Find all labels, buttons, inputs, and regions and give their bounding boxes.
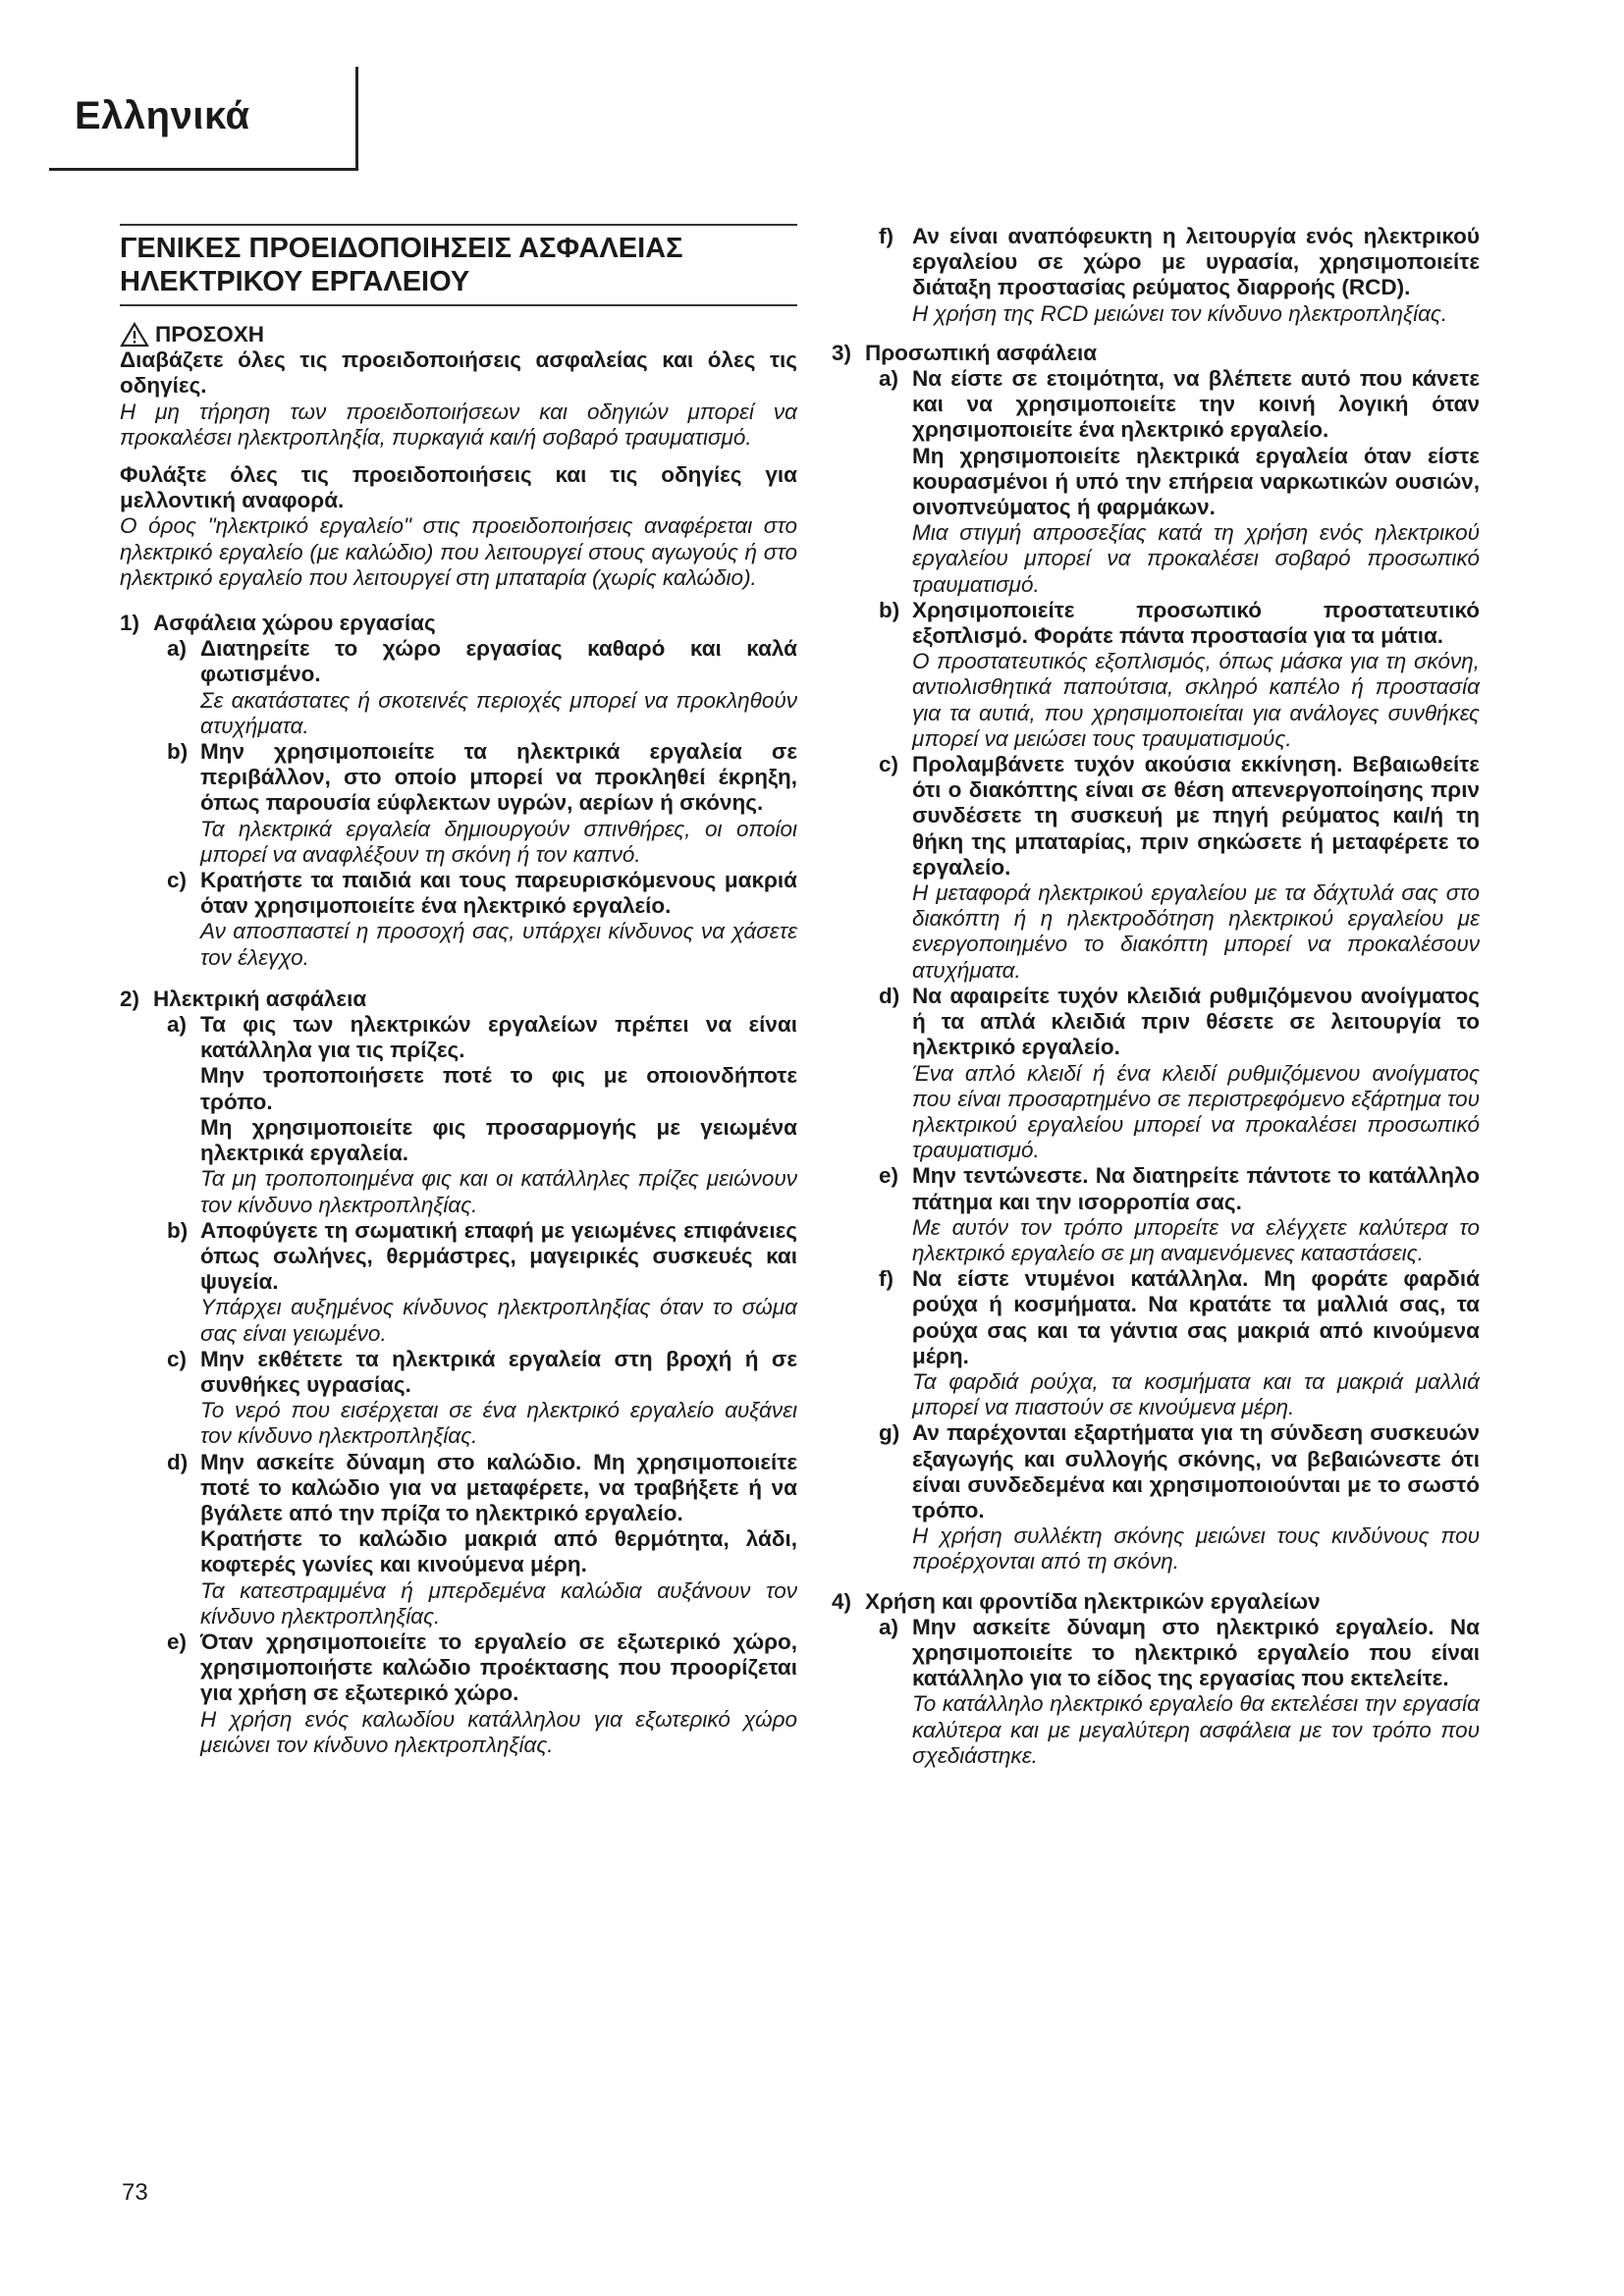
intro-read-all-note: Η μη τήρηση των προειδοποιήσεων και οδηγιών μπορεί να προκαλέσει ηλεκτροπληξία, πυρκαγιά και/ή σοβαρό τραυματισμό. (120, 399, 797, 450)
warning-icon (120, 322, 149, 347)
s2-item-d: d) Μην ασκείτε δύναμη στο καλώδιο. Μη χρησιμοποιείτε ποτέ το καλώδιο για να μεταφέρετε, να τραβήξετε ή να βγάλετε από την πρίζα το ηλεκτρικό εργαλείο. Κρατήστε το καλώδιο μακριά από θερμότητα, λάδι, κοφτερές γωνίες και κινούμενα μέρη. Τα κατεστραμμένα ή μπερδεμένα καλώδια αυξάνουν τον κίνδυνο ηλεκτροπληξίας. (167, 1449, 797, 1629)
intro-keep-note: Ο όρος "ηλεκτρικό εργαλείο" στις προειδοποιήσεις αναφέρεται στο ηλεκτρικό εργαλείο (με καλώδιο) που λειτουργεί στους αγωγούς ή στο ηλεκτρικό εργαλείο που λειτουργεί στη μπαταρία (χωρίς καλώδιο). (120, 513, 797, 590)
s3-item-a: a) Να είστε σε ετοιμότητα, να βλέπετε αυτό που κάνετε και να χρησιμοποιείτε την κοινή λογική όταν χρησιμοποιείτε ένα ηλεκτρικό εργαλείο. Μη χρησιμοποιείτε ηλεκτρικά εργαλεία όταν είστε κουρασμένοι ή υπό την επήρεια ναρκωτικών ουσιών, οινοπνεύματος ή φαρμάκων. Μια στιγμή απροσεξίας κατά τη χρήση ενός ηλεκτρικού εργαλείου μπορεί να προκαλέσει σοβαρό προσωπικό τραυματισμό. (879, 366, 1480, 597)
s2-item-b: b) Αποφύγετε τη σωματική επαφή με γειωμένες επιφάνειες όπως σωλήνες, θερμάστρες, μαγειρικές συσκευές και ψυγεία. Υπάρχει αυξημένος κίνδυνος ηλεκτροπληξίας όταν το σώμα σας είναι γειωμένο. (167, 1217, 797, 1346)
s4-item-a: a) Μην ασκείτε δύναμη στο ηλεκτρικό εργαλείο. Να χρησιμοποιείτε το ηλεκτρικό εργαλείο που είναι κατάλληλο για το είδος της εργασίας που εκτελείτε. Το κατάλληλο ηλεκτρικό εργαλείο θα εκτελέσει την εργασία καλύτερα και με μεγαλύτερη ασφάλεια με τον τρόπο που σχεδιάστηκε. (879, 1614, 1480, 1768)
intro-read-all: Διαβάζετε όλες τις προειδοποιήσεις ασφαλείας και όλες τις οδηγίες. (120, 347, 797, 399)
page-number: 73 (122, 2179, 148, 2206)
s2-item-c: c) Μην εκθέτετε τα ηλεκτρικά εργαλεία στη βροχή ή σε συνθήκες υγρασίας. Το νερό που εισέρχεται σε ένα ηλεκτρικό εργαλείο αυξάνει τον κίνδυνο ηλεκτροπληξίας. (167, 1346, 797, 1449)
intro-keep: Φυλάξτε όλες τις προειδοποιήσεις και τις οδηγίες για μελλοντική αναφορά. (120, 462, 797, 513)
s3-item-f: f) Να είστε ντυμένοι κατάλληλα. Μη φοράτε φαρδιά ρούχα ή κοσμήματα. Να κρατάτε τα μαλλιά σας, τα ρούχα σας και τα γάντια σας μακριά από κινούμενα μέρη. Τα φαρδιά ρούχα, τα κοσμήματα και τα μακριά μαλλιά μπορεί να πιαστούν σε κινούμενα μέρη. (879, 1266, 1480, 1420)
s3-item-e: e) Μην τεντώνεστε. Να διατηρείτε πάντοτε το κατάλληλο πάτημα και την ισορροπία σας. Με αυτόν τον τρόπο μπορείτε να ελέγχετε καλύτερα το ηλεκτρικό εργαλείο σε μη αναμενόμενες καταστάσεις. (879, 1163, 1480, 1265)
s1-item-c: c) Κρατήστε τα παιδιά και τους παρευρισκόμενους μακριά όταν χρησιμοποιείτε ένα ηλεκτρικό εργαλείο. Αν αποσπαστεί η προσοχή σας, υπάρχει κίνδυνος να χάσετε τον έλεγχο. (167, 868, 797, 970)
s3-item-g: g) Αν παρέχονται εξαρτήματα για τη σύνδεση συσκευών εξαγωγής και συλλογής σκόνης, να βεβαιώνεστε ότι είναι συνδεδεμένα και χρησιμοποιούνται με το σωστό τρόπο. Η χρήση συλλέκτη σκόνης μειώνει τους κινδύνους που προέρχονται από τη σκόνη. (879, 1420, 1480, 1575)
s2-item-e: e) Όταν χρησιμοποιείτε το εργαλείο σε εξωτερικό χώρο, χρησιμοποιήστε καλώδιο προέκτασης που προορίζεται για χρήση σε εξωτερικό χώρο. Η χρήση ενός καλωδίου κατάλληλου για εξωτερικό χώρο μειώνει τον κίνδυνο ηλεκτροπληξίας. (167, 1629, 797, 1757)
s1-item-b: b) Μην χρησιμοποιείτε τα ηλεκτρικά εργαλεία σε περιβάλλον, στο οποίο μπορεί να προκληθεί έκρηξη, όπως παρουσία εύφλεκτων υγρών, αερίων ή σκόνης. Τα ηλεκτρικά εργαλεία δημιουργούν σπινθήρες, οι οποίοι μπορεί να αναφλέξουν τη σκόνη ή τον καπνό. (167, 739, 797, 867)
section-1-heading: 1) Ασφάλεια χώρου εργασίας (120, 611, 436, 636)
s3-item-d: d) Να αφαιρείτε τυχόν κλειδιά ρυθμιζόμενου ανοίγματος ή τα απλά κλειδιά πριν θέσετε σε λειτουργία το ηλεκτρικό εργαλείο. Ένα απλό κλειδί ή ένα κλειδί ρυθμιζόμενου ανοίγματος που είναι προσαρτημένο σε περιστρεφόμενο εξάρτημα του ηλεκτρικού εργαλείου μπορεί να προκαλέσει προσωπικό τραυματισμό. (879, 983, 1480, 1163)
s3-item-b: b) Χρησιμοποιείτε προσωπικό προστατευτικό εξοπλισμό. Φοράτε πάντα προστασία για τα μάτια. Ο προστατευτικός εξοπλισμός, όπως μάσκα για τη σκόνη, αντιολισθητικά παπούτσια, σκληρό καπέλο ή προστασία για τα αυτιά, που χρησιμοποιείται για ανάλογες συνθήκες μπορεί να μειώσει τους τραυματισμούς. (879, 597, 1480, 751)
section-2-heading: 2) Ηλεκτρική ασφάλεια (120, 986, 367, 1011)
s2-item-f: f) Αν είναι αναπόφευκτη η λειτουργία ενός ηλεκτρικού εργαλείου σε χώρο με υγρασία, χρησιμοποιείτε διάταξη προστασίας ρεύματος διαρροής (RCD). Η χρήση της RCD μειώνει τον κίνδυνο ηλεκτροπληξίας. (879, 224, 1480, 326)
s3-item-c: c) Προλαμβάνετε τυχόν ακούσια εκκίνηση. Βεβαιωθείτε ότι ο διακόπτης είναι σε θέση απενεργοποίησης πριν συνδέσετε τη συσκευή με πηγή ρεύματος και/ή τη θήκη της μπαταρίας, πριν σηκώσετε ή μεταφέρετε το εργαλείο. Η μεταφορά ηλεκτρικού εργαλείου με τα δάχτυλά σας στο διακόπτη ή η ηλεκτροδότηση ηλεκτρικού εργαλείου με ενεργοποιημένο το διακόπτη μπορεί να προκαλέσουν ατυχήματα. (879, 752, 1480, 983)
caution-heading: ΠΡΟΣΟΧΗ (120, 322, 797, 347)
section-title: ΓΕΝΙΚΕΣ ΠΡΟΕΙΔΟΠΟΙΗΣΕΙΣ ΑΣΦΑΛΕΙΑΣ ΗΛΕΚΤΡΙΚΟΥ ΕΡΓΑΛΕΙΟΥ (120, 226, 797, 306)
s1-item-a: a) Διατηρείτε το χώρο εργασίας καθαρό και καλά φωτισμένο. Σε ακατάστατες ή σκοτεινές περιοχές μπορεί να προκληθούν ατυχήματα. (167, 636, 797, 738)
section-4-heading: 4) Χρήση και φροντίδα ηλεκτρικών εργαλείων (832, 1588, 1321, 1614)
left-column (120, 224, 797, 1758)
language-label: Ελληνικά (75, 94, 250, 137)
right-column (832, 224, 1480, 1769)
s2-item-a: a) Τα φις των ηλεκτρικών εργαλείων πρέπει να είναι κατάλληλα για τις πρίζες. Μην τροποποιήσετε ποτέ το φις με οποιονδήποτε τρόπο. Μη χρησιμοποιείτε φις προσαρμογής με γειωμένα ηλεκτρικά εργαλεία. Τα μη τροποποιημένα φις και οι κατάλληλες πρίζες μειώνουν τον κίνδυνο ηλεκτροπληξίας. (167, 1012, 797, 1217)
section-3-heading: 3) Προσωπική ασφάλεια (832, 340, 1098, 365)
